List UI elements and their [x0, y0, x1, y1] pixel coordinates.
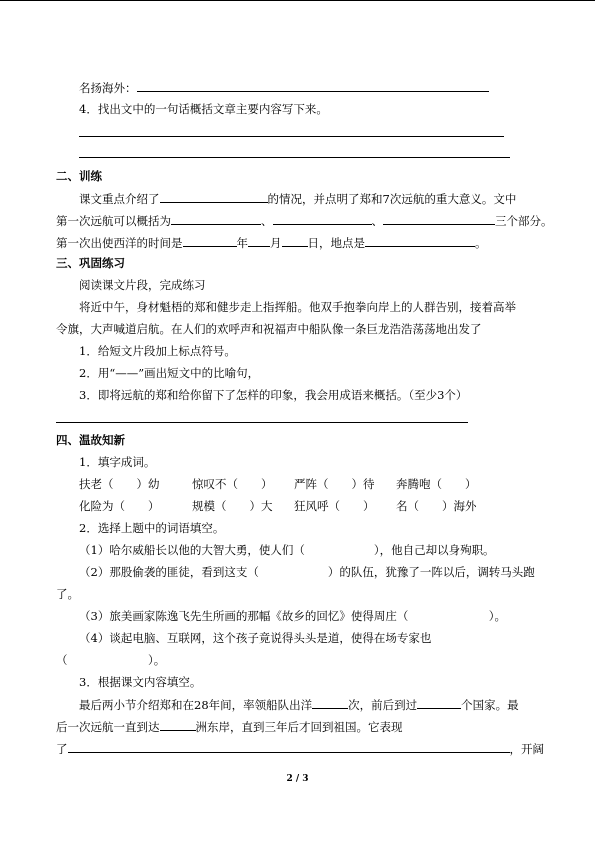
sec3-intro: 阅读课文片段，完成练习: [79, 278, 206, 292]
sec2-line-2: 第一次远航可以概括为 、 、 三个部分。: [56, 214, 553, 228]
answer-blank[interactable]: [248, 235, 270, 247]
sentence-2-cont: 了。: [56, 587, 79, 601]
answer-blank[interactable]: [383, 213, 495, 225]
answer-blank[interactable]: [160, 191, 268, 203]
answer-line[interactable]: [79, 136, 504, 137]
sec2-line-3: 第一次出使西洋的时间是 年 月 日，地点是 。: [56, 236, 487, 250]
sentence-4-cont: （ ）。: [56, 653, 166, 667]
question-4: 4．找出文中的一句话概括文章主要内容写下来。: [79, 102, 328, 116]
sec4-question-1: 1．填字成词。: [79, 455, 156, 469]
answer-blank[interactable]: [160, 719, 196, 731]
word-fill-row-1: 扶老（ ）幼 惊叹不（ ） 严阵（ ）待 奔腾咆（ ）: [79, 477, 477, 491]
section-2-title: 二、训练: [56, 169, 102, 183]
passage-line-2: 令旗，大声喊道启航。在人们的欢呼声和祝福声中船队像一条巨龙浩浩荡荡地出发了: [56, 322, 482, 336]
sec4-para-line-3: 了 ，开阔: [56, 742, 544, 756]
section-3-title: 三、巩固练习: [56, 256, 125, 270]
answer-blank[interactable]: [137, 80, 489, 92]
answer-blank[interactable]: [312, 697, 348, 709]
section-4-title: 四、温故知新: [56, 433, 125, 447]
sec2-line-1: 课文重点介绍了 的情况，并点明了郑和7次远航的重大意义。文中: [79, 192, 517, 206]
famous-overseas-line: 名扬海外：: [79, 80, 489, 95]
sec3-question-3: 3．即将远航的郑和给你留下了怎样的印象，我会用成语来概括。（至少3个）: [79, 388, 468, 402]
answer-blank[interactable]: [183, 235, 237, 247]
sentence-1: （1）哈尔威船长以他的大智大勇，使人们（ ），他自己却以身殉职。: [79, 543, 495, 557]
sec4-para-line-1: 最后两小节介绍郑和在28年间，率领船队出洋 次，前后到过 个国家。最: [79, 698, 519, 712]
answer-line[interactable]: [79, 157, 510, 158]
sec4-question-2: 2．选择上题中的词语填空。: [79, 521, 225, 535]
sec4-question-3: 3．根据课文内容填空。: [79, 675, 202, 689]
answer-blank[interactable]: [273, 213, 372, 225]
sec3-question-1: 1．给短文片段加上标点符号。: [79, 344, 236, 358]
sentence-2: （2）那股偷袭的匪徒，看到这支（ ）的队伍，犹豫了一阵以后，调转马头跑: [79, 565, 535, 579]
page-number: 2 / 3: [286, 774, 309, 784]
answer-blank[interactable]: [417, 697, 461, 709]
answer-blank[interactable]: [171, 213, 261, 225]
sentence-4: （4）谈起电脑、互联网，这个孩子竟说得头头是道，使得在场专家也: [79, 631, 432, 645]
passage-line-1: 将近中午，身材魁梧的郑和健步走上指挥船。他双手抱拳向岸上的人群告别，接着高举: [79, 300, 516, 314]
answer-blank[interactable]: [282, 235, 308, 247]
top-border-line: [0, 0, 595, 1]
answer-line[interactable]: [56, 422, 468, 423]
sec3-question-2: 2．用“——”画出短文中的比喻句，: [79, 366, 260, 380]
answer-blank[interactable]: [365, 235, 475, 247]
answer-blank[interactable]: [68, 741, 510, 753]
sentence-3: （3）旅美画家陈逸飞先生所画的那幅《故乡的回忆》使得周庄（ ）。: [79, 609, 507, 623]
sec4-para-line-2: 后一次远航一直到达 洲东岸，直到三年后才回到祖国。它表现: [56, 720, 403, 734]
word-fill-row-2: 化险为（ ） 规模（ ）大 狂风呼（ ） 名（ ）海外: [79, 499, 477, 513]
